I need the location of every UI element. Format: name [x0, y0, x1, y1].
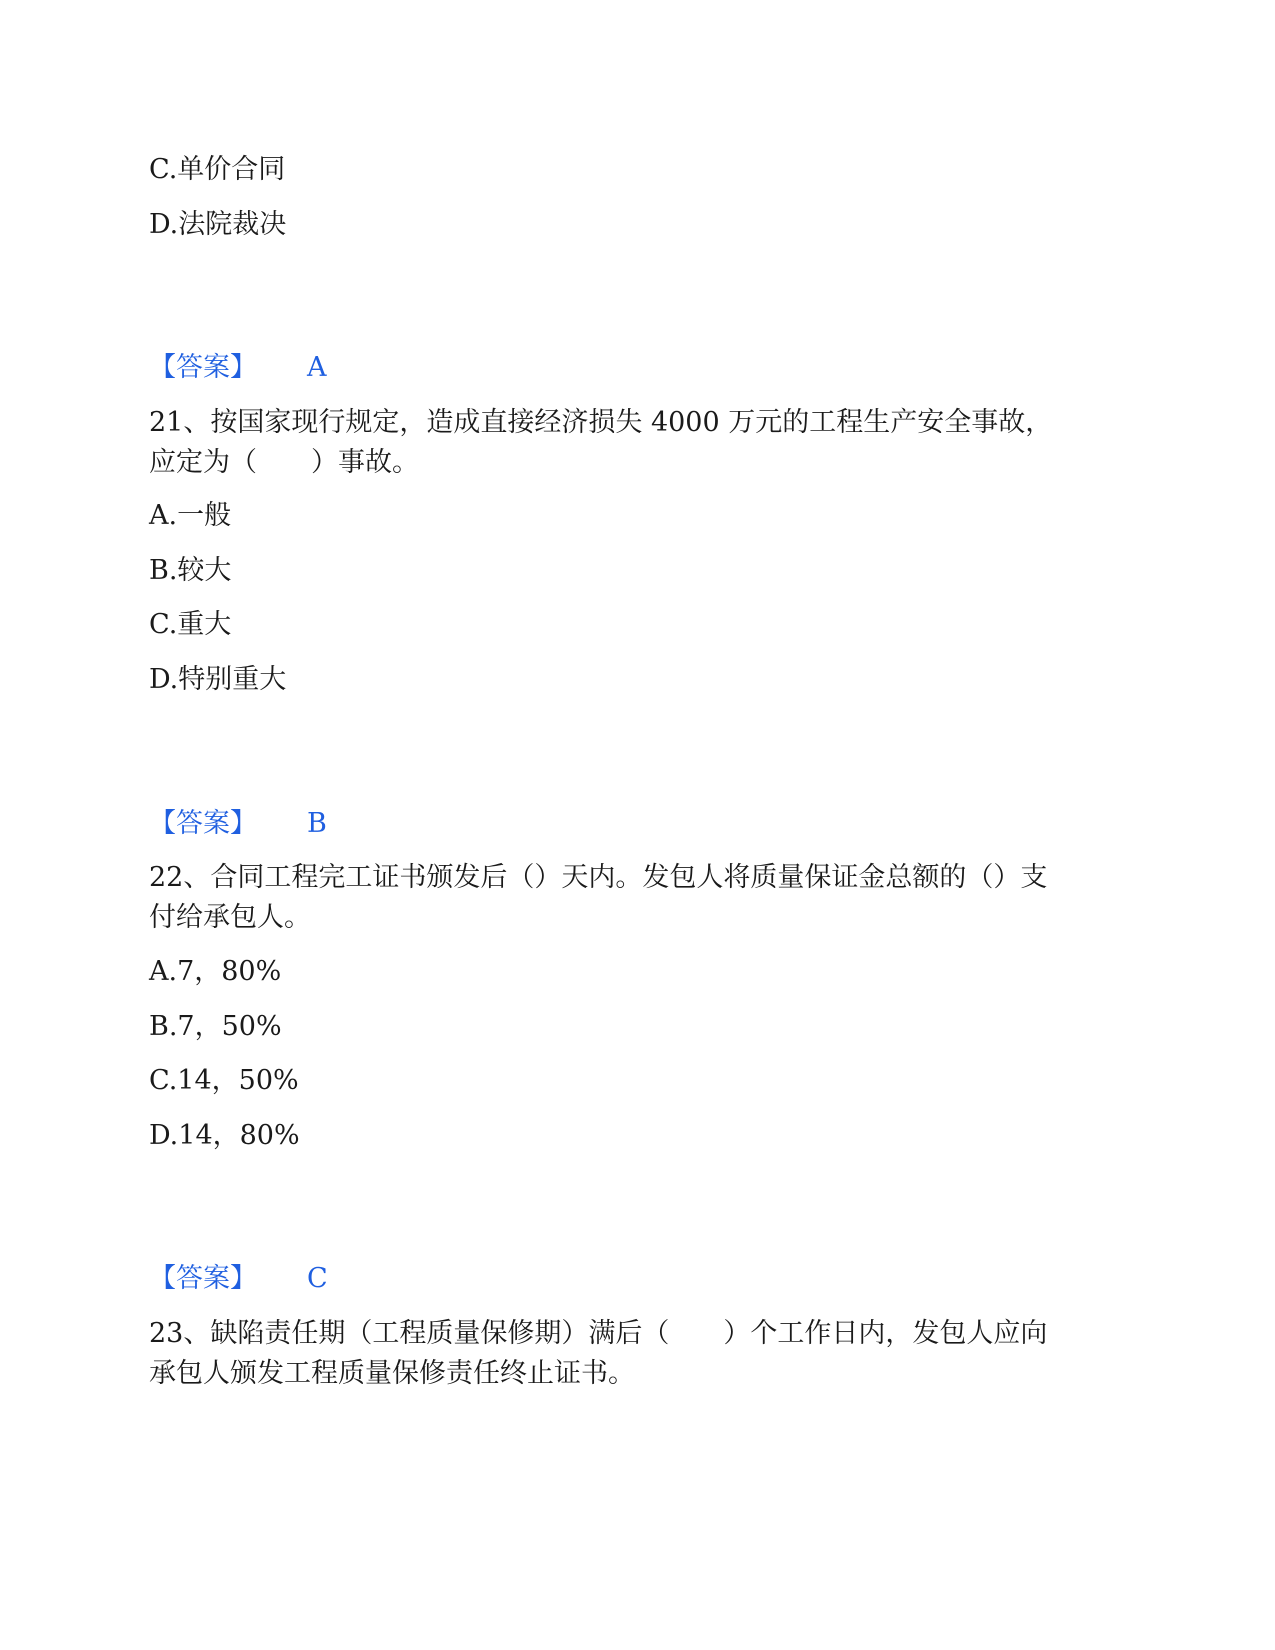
question-21-stem-line-2: 应定为（ ）事故。 — [149, 447, 419, 478]
question-21-option-a: A.一般 — [149, 500, 232, 531]
question-21-stem-line-1: 21、按国家现行规定，造成直接经济损失 4000 万元的工程生产安全事故， — [149, 407, 1053, 438]
answer-label: 【答案】 — [149, 352, 257, 383]
question-22-option-d: D.14，80% — [149, 1120, 300, 1151]
question-21-option-d: D.特别重大 — [149, 664, 287, 695]
question-22-option-a: A.7，80% — [149, 956, 282, 987]
answer-value: C — [307, 1263, 328, 1294]
answer-label: 【答案】 — [149, 808, 257, 839]
question-22-stem-line-2: 付给承包人。 — [149, 902, 311, 933]
answer-value: B — [307, 808, 327, 839]
question-21-option-c: C.重大 — [149, 609, 232, 640]
question-22-option-c: C.14，50% — [149, 1065, 299, 1096]
option-d: D.法院裁决 — [149, 209, 287, 240]
answer-value: A — [307, 352, 327, 383]
question-23-stem-line-2: 承包人颁发工程质量保修责任终止证书。 — [149, 1358, 635, 1389]
question-23-stem-line-1: 23、缺陷责任期（工程质量保修期）满后（ ）个工作日内，发包人应向 — [149, 1318, 1048, 1349]
question-22-answer-row — [149, 1259, 328, 1299]
answer-row — [149, 348, 327, 388]
option-c: C.单价合同 — [149, 154, 286, 185]
question-21-option-b: B.较大 — [149, 555, 232, 586]
question-22-stem-line-1: 22、合同工程完工证书颁发后（）天内。发包人将质量保证金总额的（）支 — [149, 862, 1048, 893]
question-21-answer-row — [149, 804, 327, 844]
question-22-option-b: B.7，50% — [149, 1011, 282, 1042]
answer-label: 【答案】 — [149, 1263, 257, 1294]
